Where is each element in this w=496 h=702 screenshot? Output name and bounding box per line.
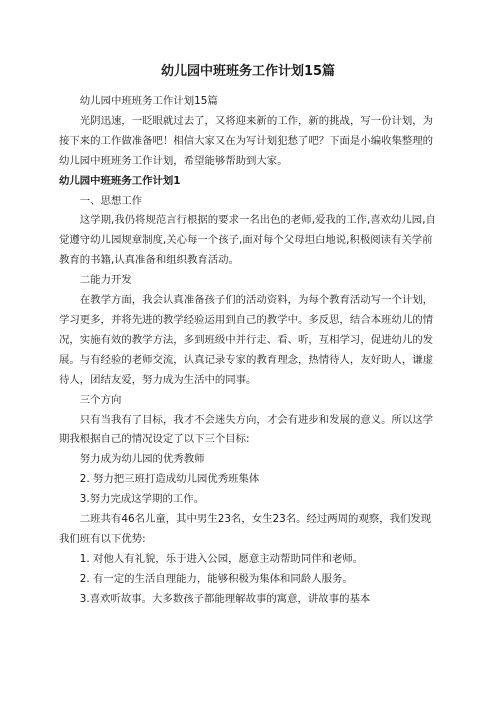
- goal-item: 3.努力完成这学期的工作。: [79, 493, 205, 506]
- subheading-thought-work: 一、思想工作: [79, 194, 143, 207]
- list-item: 2. 有一定的生活自理能力，能够积极为集体和同龄人服务。: [79, 572, 353, 585]
- body-paragraph: 二班共有46名儿童，其中男生23名，女生23名。经过两周的观察，我们发现我们班有以下优势:: [59, 513, 432, 545]
- goal-item: 2. 努力把三班打造成幼儿园优秀班集体: [79, 473, 260, 486]
- body-paragraph: 在教学方面，我会认真准备孩子们的活动资料，为每个教育活动写一个计划，学习更多，并将先进的教学经验运用到自己的教学中。多反思，结合本班幼儿的情况，实施有效的教学方法，多到班级中并行走、看、听，互相学习，促进幼儿的发展。与有经验的老师交流，认真记录专家的教育理念，热情待人，友好助人，谦虚待人，团结友爱，努力成为生活中的同事。: [59, 294, 434, 386]
- section-heading: 幼儿园中班班务工作计划1: [59, 174, 181, 187]
- goal-item: 努力成为幼儿园的优秀教师: [79, 453, 205, 466]
- document-body: [59, 92, 437, 610]
- subheading-directions: 三个方向: [79, 393, 122, 406]
- list-item: 1. 对他人有礼貌，乐于进入公园，愿意主动帮助同伴和老师。: [79, 552, 364, 565]
- body-paragraph: 这学期,我仍将规范言行根据的要求一名出色的老师,爱我的工作,喜欢幼儿园,自觉遵守幼儿园规章制度,关心每一个孩子,面对每个父母坦白地说,积极阅读有关学前教育的书籍,认真准备和组织教育活动。: [59, 214, 436, 267]
- document-title: 幼儿园中班班务工作计划15篇: [160, 64, 336, 79]
- intro-paragraph: 光阴迅速，一眨眼就过去了，又将迎来新的工作，新的挑战，写一份计划，为接下来的工作做准备吧！相信大家又在为写计划犯愁了吧？下面是小编收集整理的幼儿园中班班务工作计划，希望能够帮助到大家。: [59, 114, 434, 167]
- subtitle-paragraph: 幼儿园中班班务工作计划15篇: [79, 95, 218, 107]
- subheading-ability: 二能力开发: [79, 274, 132, 287]
- list-item: 3.喜欢听故事。大多数孩子都能理解故事的寓意，讲故事的基本: [79, 592, 371, 605]
- body-paragraph: 只有当我有了目标，我才不会迷失方向，才会有进步和发展的意义。所以这学期我根据自己的情况设定了以下三个目标:: [59, 413, 434, 446]
